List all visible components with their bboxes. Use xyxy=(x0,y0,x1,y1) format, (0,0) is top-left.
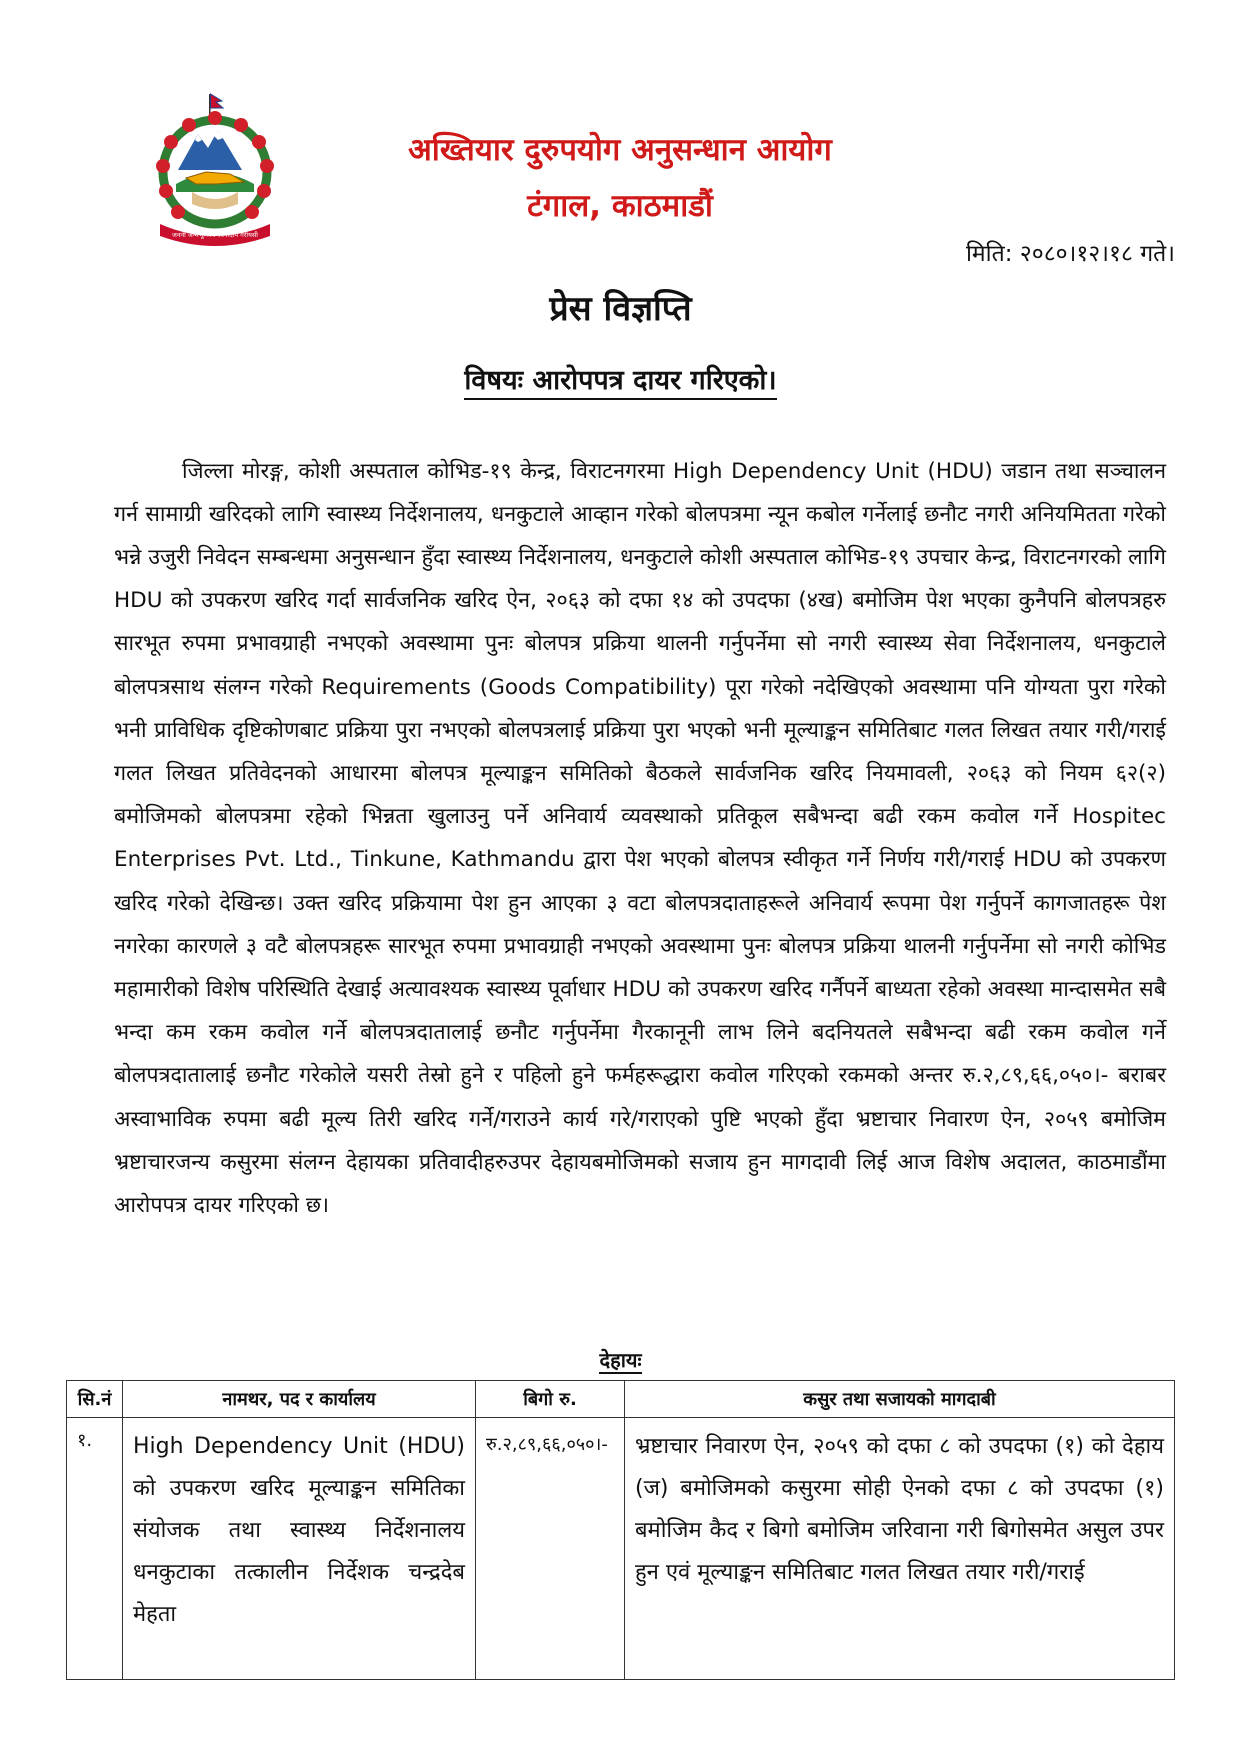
subject-line xyxy=(0,360,1241,397)
cell-amount: रु.२,८९,६६,०५०।- xyxy=(476,1418,625,1680)
table-header-row xyxy=(67,1381,1175,1418)
organization-name: अख्तियार दुरुपयोग अनुसन्धान आयोग xyxy=(408,132,832,168)
cell-serial: १. xyxy=(67,1418,123,1680)
cell-name: High Dependency Unit (HDU) को उपकरण खरिद मूल्याङ्कन समितिका संयोजक तथा स्वास्थ्य निर्देशनालय धनकुटाका तत्कालीन निर्देशक चन्द्रदेब मेहता xyxy=(123,1418,476,1680)
schedule-label xyxy=(0,1346,1241,1373)
document-date: मिति: २०८०।१२।१८ गते। xyxy=(965,241,1175,267)
header-serial: सि.नं xyxy=(67,1381,123,1418)
emblem-motto: जननी जन्मभूमिश्च स्वर्गादपि गरीयसी xyxy=(172,231,258,239)
schedule-label-text: देहायः xyxy=(599,1348,642,1372)
header-charge-demand: कसुर तथा सजायको मागदाबी xyxy=(625,1381,1175,1418)
table-row xyxy=(67,1418,1175,1680)
subject-text: विषयः आरोपपत्र दायर गरिएको। xyxy=(464,365,776,400)
organization-address: टंगाल, काठमाडौं xyxy=(527,188,713,224)
nepal-emblem-icon xyxy=(146,92,284,250)
header-name-post-office: नामथर, पद र कार्यालय xyxy=(123,1381,476,1418)
header-amount: बिगो रु. xyxy=(476,1381,625,1418)
press-release-title: प्रेस विज्ञप्ति xyxy=(549,289,692,329)
body-paragraph: जिल्ला मोरङ्ग, कोशी अस्पताल कोभिड-१९ केन्द्र, विराटनगरमा High Dependency Unit (HDU) जडान तथा सञ्चालन गर्न सामाग्री खरिदको लागि स्वास्थ्य निर्देशनालय, धनकुटाले आव्हान गरेको बोलपत्रमा न्यून कबोल गर्नेलाई छनौट नगरी अनियमितता गरेको भन्ने उजुरी निवेदन सम्बन्धमा अनुसन्धान हुँदा स्वास्थ्य निर्देशनालय, धनकुटाले कोशी अस्पताल कोभिड-१९ उपचार केन्द्र, विराटनगरको लागि HDU को उपकरण खरिद गर्दा सार्वजनिक खरिद ऐन, २०६३ को दफा १४ को उपदफा (४ख) बमोजिम पेश भएका कुनैपनि बोलपत्रहरु सारभूत रुपमा प्रभावग्राही नभएको अवस्थामा पुनः बोलपत्र प्रक्रिया थालनी गर्नुपर्नेमा सो नगरी स्वास्थ्य सेवा निर्देशनालय, धनकुटाले बोलपत्रसाथ संलग्न गरेको Requirements (Goods Compatibility) पूरा गरेको नदेखिएको अवस्थामा पनि योग्यता पुरा गरेको भनी प्राविधिक दृष्टिकोणबाट प्रक्रिया पुरा नभएको बोलपत्रलाई प्रक्रिया पुरा भएको भनी मूल्याङ्कन समितिबाट गलत लिखत तयार गरी/गराई गलत लिखत प्रतिवेदनको आधारमा बोलपत्र मूल्याङ्कन समितिको बैठकले सार्वजनिक खरिद नियमावली, २०६३ को नियम ६२(२) बमोजिमको बोलपत्रमा रहेको भिन्नता खुलाउनु पर्ने अनिवार्य व्यवस्थाको प्रतिकूल सबैभन्दा बढी रकम कवोल गर्ने Hospitec Enterprises Pvt. Ltd., Tinkune, Kathmandu द्वारा पेश भएको बोलपत्र स्वीकृत गर्ने निर्णय गरी/गराई HDU को उपकरण खरिद गरेको देखिन्छ। उक्त खरिद प्रक्रियामा पेश हुन आएका ३ वटा बोलपत्रदाताहरूले अनिवार्य रूपमा पेश गर्नुपर्ने कागजातहरू पेश नगरेका कारणले ३ वटै बोलपत्रहरू सारभूत रुपमा प्रभावग्राही नभएको अवस्थामा पुनः बोलपत्र प्रक्रिया थालनी गर्नुपर्नेमा सो नगरी कोभिड महामारीको विशेष परिस्थिति देखाई अत्यावश्यक स्वास्थ्य पूर्वाधार HDU को उपकरण खरिद गर्नैपर्ने बाध्यता रहेको अवस्था मान्दासमेत सबै भन्दा कम रकम कवोल गर्ने बोलपत्रदातालाई छनौट गर्नुपर्नेमा गैरकानूनी लाभ लिने बदनियतले सबैभन्दा बढी रकम कवोल गर्ने बोलपत्रदातालाई छनौट गरेकोले यसरी तेस्रो हुने र पहिलो हुने फर्महरूद्धारा कवोल गरिएको रकमको अन्तर रु.२,८९,६६,०५०।- बराबर अस्वाभाविक रुपमा बढी मूल्य तिरी खरिद गर्ने/गराउने कार्य गरे/गराएको पुष्टि भएको हुँदा भ्रष्टाचार निवारण ऐन, २०५९ बमोजिम भ्रष्टाचारजन्य कसुरमा संलग्न देहायका प्रतिवादीहरुउपर देहायबमोजिमको सजाय हुन मागदावी लिई आज विशेष अदालत, काठमाडौंमा आरोपपत्र दायर गरिएको छ। xyxy=(114,458,1166,1218)
cell-charge: भ्रष्टाचार निवारण ऐन, २०५९ को दफा ८ को उपदफा (१) को देहाय (ज) बमोजिमको कसुरमा सोही ऐनको दफा ८ को उपदफा (१) बमोजिम कैद र बिगो बमोजिम जरिवाना गरी बिगोसमेत असुल उपर हुन एवं मूल्याङ्कन समितिबाट गलत लिखत तयार गरी/गराई xyxy=(625,1418,1175,1680)
defendants-table xyxy=(66,1380,1175,1680)
